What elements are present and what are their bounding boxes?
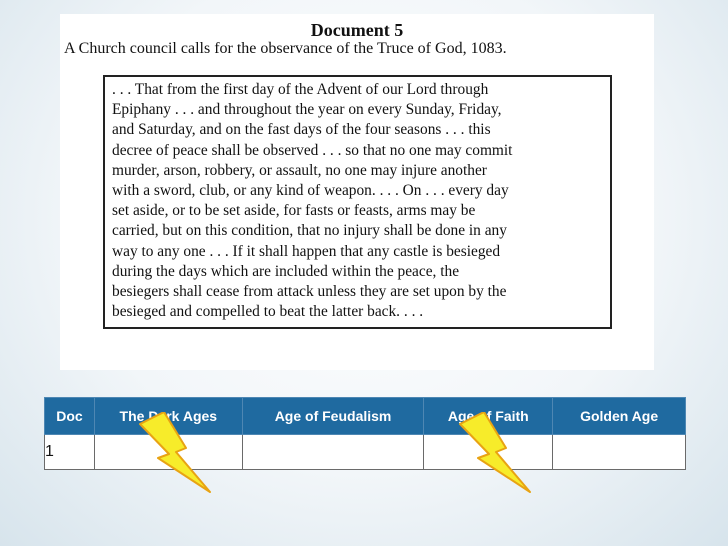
quote-line: . . . That from the first day of the Advent of our Lord through [112,81,489,98]
feudalism-cell[interactable] [242,435,424,470]
document-panel [60,14,654,370]
quote-box [103,75,612,329]
header-age-of-feudalism: Age of Feudalism [242,398,424,435]
header-age-of-faith: Age of Faith [424,398,553,435]
quote-line: during the days which are included within the peace, the [112,262,460,280]
lightning-bolt-icon [458,412,538,496]
golden-age-cell[interactable] [553,435,686,470]
quote-line: with a sword, club, or any kind of weapon. . . . On . . . every day [112,182,509,200]
header-golden-age: Golden Age [553,398,686,435]
quote-line: carried, but on this condition, that no injury shall be done in any [112,222,507,240]
quote-line: murder, arson, robbery, or assault, no one may injure another [112,161,487,179]
quote-line: besieged and compelled to beat the latter back. . . . [112,303,424,321]
document-title: Document 5 [310,20,404,40]
quote-line: set aside, or to be set aside, for fasts or feasts, arms may be [112,202,476,220]
quote-line: and Saturday, and on the fast days of the four seasons . . . this [112,121,491,139]
quote-line: way to any one . . . If it shall happen that any castle is besieged [112,242,501,260]
quote-line: besiegers shall cease from attack unless they are set upon by the [112,283,507,301]
quote-line: decree of peace shall be observed . . . so that no one may commit [112,141,513,159]
quote-line: Epiphany . . . and throughout the year on every Sunday, Friday, [112,101,502,119]
lightning-bolt-icon [138,412,218,496]
doc-number-cell: 1 [45,435,95,470]
header-dark-ages: The Dark Ages [94,398,242,435]
header-doc: Doc [45,398,95,435]
document-subtitle: A Church council calls for the observance of the Truce of God, 1083. [64,40,507,57]
